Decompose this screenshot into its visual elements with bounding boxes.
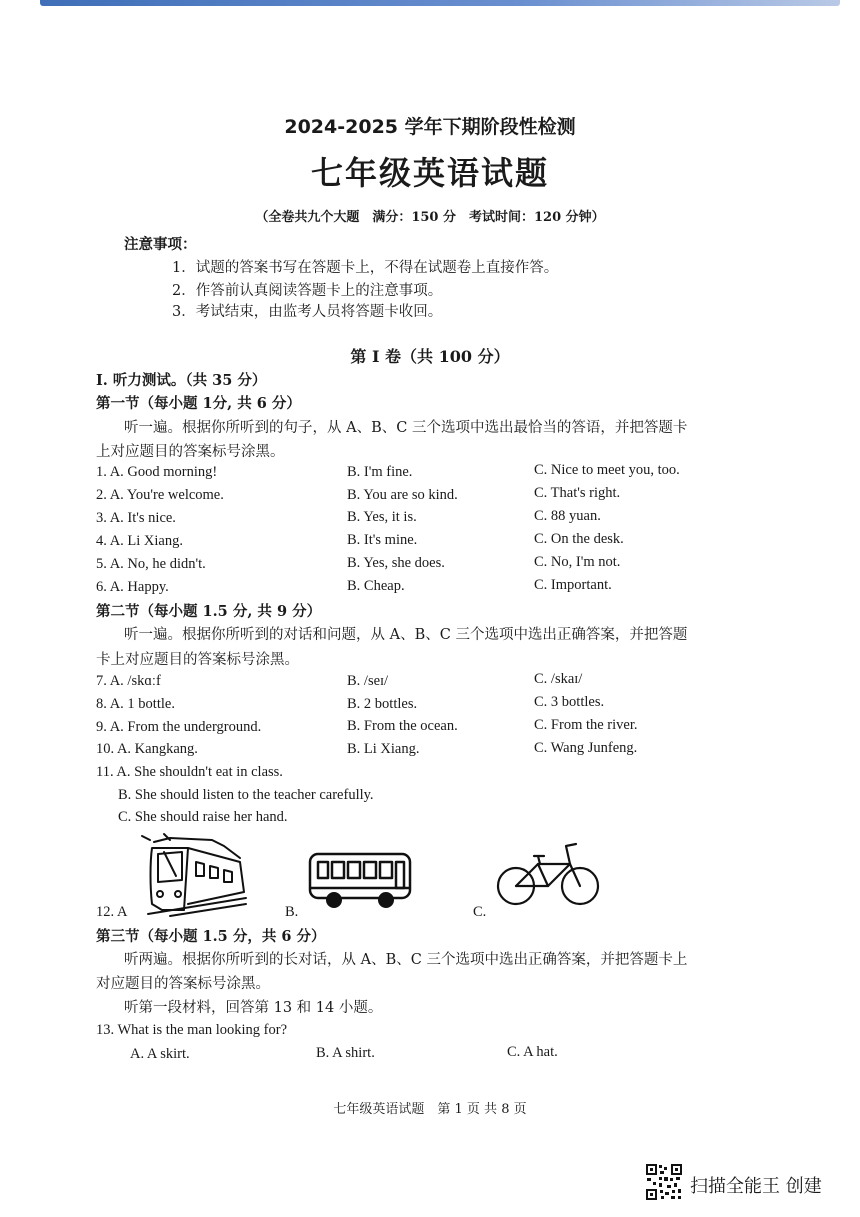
option-b: B. Yes, it is. [347, 509, 417, 525]
notice-item: 3．考试结束，由监考人员将答题卡收回。 [172, 304, 443, 320]
notice-item: 1．试题的答案书写在答题卡上，不得在试题卷上直接作答。 [172, 260, 559, 276]
section2-heading: 第二节（每小题 1.5 分, 共 9 分） [96, 603, 322, 620]
option-b: B. /seɪ/ [347, 673, 389, 689]
qr-code-icon [645, 1163, 683, 1201]
q12-option-a: 12. A [96, 904, 128, 920]
option-b: B. Yes, she does. [347, 555, 445, 571]
volume-title: 第 I 卷（共 100 分） [350, 347, 510, 366]
q12-option-b: B. [285, 904, 299, 920]
page-footer: 七年级英语试题 第 1 页 共 8 页 [333, 1102, 527, 1117]
option-b: B. You are so kind. [347, 487, 458, 503]
q13-stem: 13. What is the man looking for? [96, 1022, 288, 1038]
option-c: C. On the desk. [534, 531, 624, 547]
section3-instruction: 听两遍。根据你所听到的长对话，从 A、B、C 三个选项中选出正确答案，并把答题卡上 [124, 952, 688, 968]
option-b: B. Cheap. [347, 578, 405, 594]
option-c: C. 88 yuan. [534, 508, 601, 524]
section1-instruction: 听一遍。根据你所听到的句子，从 A、B、C 三个选项中选出最恰当的答语，并把答题卡 [124, 420, 688, 436]
exam-subtitle: 七年级英语试题 [310, 154, 549, 192]
q11-option-b: B. She should listen to the teacher carefully. [118, 787, 374, 803]
section2-instruction: 听一遍。根据你所听到的对话和问题，从 A、B、C 三个选项中选出正确答案，并把答题 [124, 627, 688, 643]
bus-picture [306, 848, 416, 914]
option-b: B. A shirt. [316, 1045, 375, 1061]
option-c: C. 3 bottles. [534, 694, 605, 710]
option-a: A. A skirt. [130, 1046, 190, 1062]
q11-option-a: 11. A. She shouldn't eat in class. [96, 764, 283, 780]
option-c: C. That's right. [534, 485, 621, 501]
bicycle-picture [494, 838, 604, 910]
q12-option-c: C. [473, 904, 487, 920]
option-a: 8. A. 1 bottle. [96, 696, 175, 712]
option-a: 4. A. Li Xiang. [96, 533, 183, 549]
option-c: C. A hat. [507, 1044, 558, 1060]
option-a: 3. A. It's nice. [96, 510, 176, 526]
section3-heading: 第三节（每小题 1.5 分，共 6 分） [96, 928, 326, 945]
option-a: 7. A. /skɑːf [96, 673, 161, 689]
train-picture [140, 832, 248, 918]
option-a: 10. A. Kangkang. [96, 741, 198, 757]
part1-heading: I. 听力测试。（共 35 分） [96, 372, 267, 389]
option-a: 9. A. From the underground. [96, 719, 262, 735]
option-b: B. 2 bottles. [347, 696, 418, 712]
option-a: 5. A. No, he didn't. [96, 556, 206, 572]
watermark-text: 扫描全能王 创建 [690, 1176, 822, 1197]
option-c: C. Wang Junfeng. [534, 740, 638, 756]
option-c: C. From the river. [534, 717, 638, 733]
section1-heading: 第一节（每小题 1分, 共 6 分） [96, 395, 301, 412]
q11-option-c: C. She should raise her hand. [118, 809, 288, 825]
option-b: B. Li Xiang. [347, 741, 420, 757]
option-b: B. From the ocean. [347, 718, 458, 734]
option-b: B. I'm fine. [347, 464, 413, 480]
exam-meta: （全卷共九个大题 满分：150 分 考试时间：120 分钟） [255, 210, 605, 225]
option-a: 6. A. Happy. [96, 579, 169, 595]
option-c: C. No, I'm not. [534, 554, 621, 570]
option-c: C. /skaɪ/ [534, 671, 583, 687]
option-b: B. It's mine. [347, 532, 418, 548]
option-a: 2. A. You're welcome. [96, 487, 224, 503]
notice-item: 2．作答前认真阅读答题卡上的注意事项。 [172, 283, 443, 299]
notice-heading: 注意事项： [124, 236, 197, 253]
exam-title: 2024-2025 学年下期阶段性检测 [284, 116, 576, 138]
section1-instruction: 上对应题目的答案标号涂黑。 [96, 444, 285, 460]
option-a: 1. A. Good morning! [96, 464, 218, 480]
section2-instruction: 卡上对应题目的答案标号涂黑。 [96, 652, 299, 668]
section3-material: 听第一段材料，回答第 13 和 14 小题。 [124, 1000, 383, 1016]
section3-instruction: 对应题目的答案标号涂黑。 [96, 976, 270, 992]
option-c: C. Important. [534, 577, 612, 593]
option-c: C. Nice to meet you, too. [534, 462, 680, 478]
top-edge-bar [40, 0, 840, 6]
